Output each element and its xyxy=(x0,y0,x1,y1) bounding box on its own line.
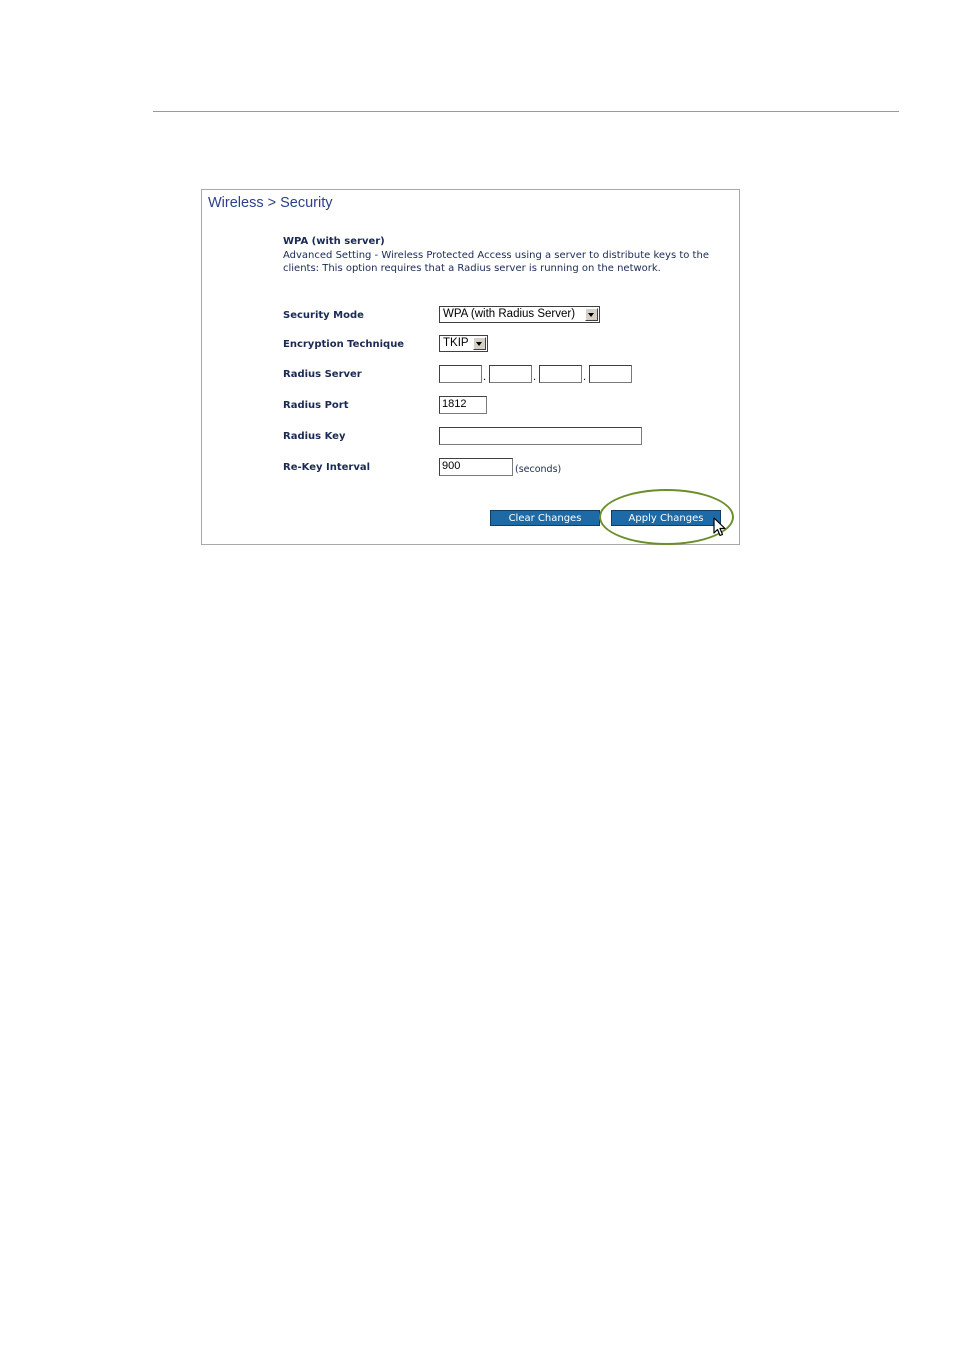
radius-key-input[interactable] xyxy=(439,427,642,445)
rekey-interval-input[interactable]: 900 xyxy=(439,458,513,476)
rekey-interval-unit: (seconds) xyxy=(515,464,562,475)
radius-server-octet-3[interactable] xyxy=(539,365,582,383)
wireless-security-panel xyxy=(201,189,740,545)
encryption-technique-value: TKIP xyxy=(443,337,469,349)
apply-changes-button[interactable]: Apply Changes xyxy=(611,510,721,526)
breadcrumb: Wireless > Security xyxy=(208,195,333,211)
mouse-pointer-icon xyxy=(713,517,727,537)
security-mode-select[interactable] xyxy=(439,306,600,323)
security-mode-label: Security Mode xyxy=(283,310,364,321)
radius-port-input[interactable]: 1812 xyxy=(439,396,487,414)
radius-server-octet-4[interactable] xyxy=(589,365,632,383)
section-description: Advanced Setting - Wireless Protected Access using a server to distribute keys to the clients: This option requires that a Radius server is running on the network. xyxy=(283,250,709,274)
radius-server-octet-2[interactable] xyxy=(489,365,532,383)
security-mode-value: WPA (with Radius Server) xyxy=(443,308,576,320)
chevron-down-icon[interactable] xyxy=(585,308,598,321)
clear-changes-button[interactable]: Clear Changes xyxy=(490,510,600,526)
radius-server-label: Radius Server xyxy=(283,369,362,380)
encryption-technique-label: Encryption Technique xyxy=(283,339,405,350)
radius-key-label: Radius Key xyxy=(283,431,346,442)
radius-port-label: Radius Port xyxy=(283,400,349,411)
radius-server-octet-1[interactable] xyxy=(439,365,482,383)
encryption-technique-select[interactable] xyxy=(439,335,488,352)
top-divider xyxy=(153,111,899,112)
radius-server-separator: . xyxy=(533,372,537,383)
radius-server-separator: . xyxy=(483,372,487,383)
section-title: WPA (with server) xyxy=(283,236,385,247)
radius-server-separator: . xyxy=(583,372,587,383)
rekey-interval-label: Re-Key Interval xyxy=(283,462,371,473)
chevron-down-icon[interactable] xyxy=(473,337,486,350)
